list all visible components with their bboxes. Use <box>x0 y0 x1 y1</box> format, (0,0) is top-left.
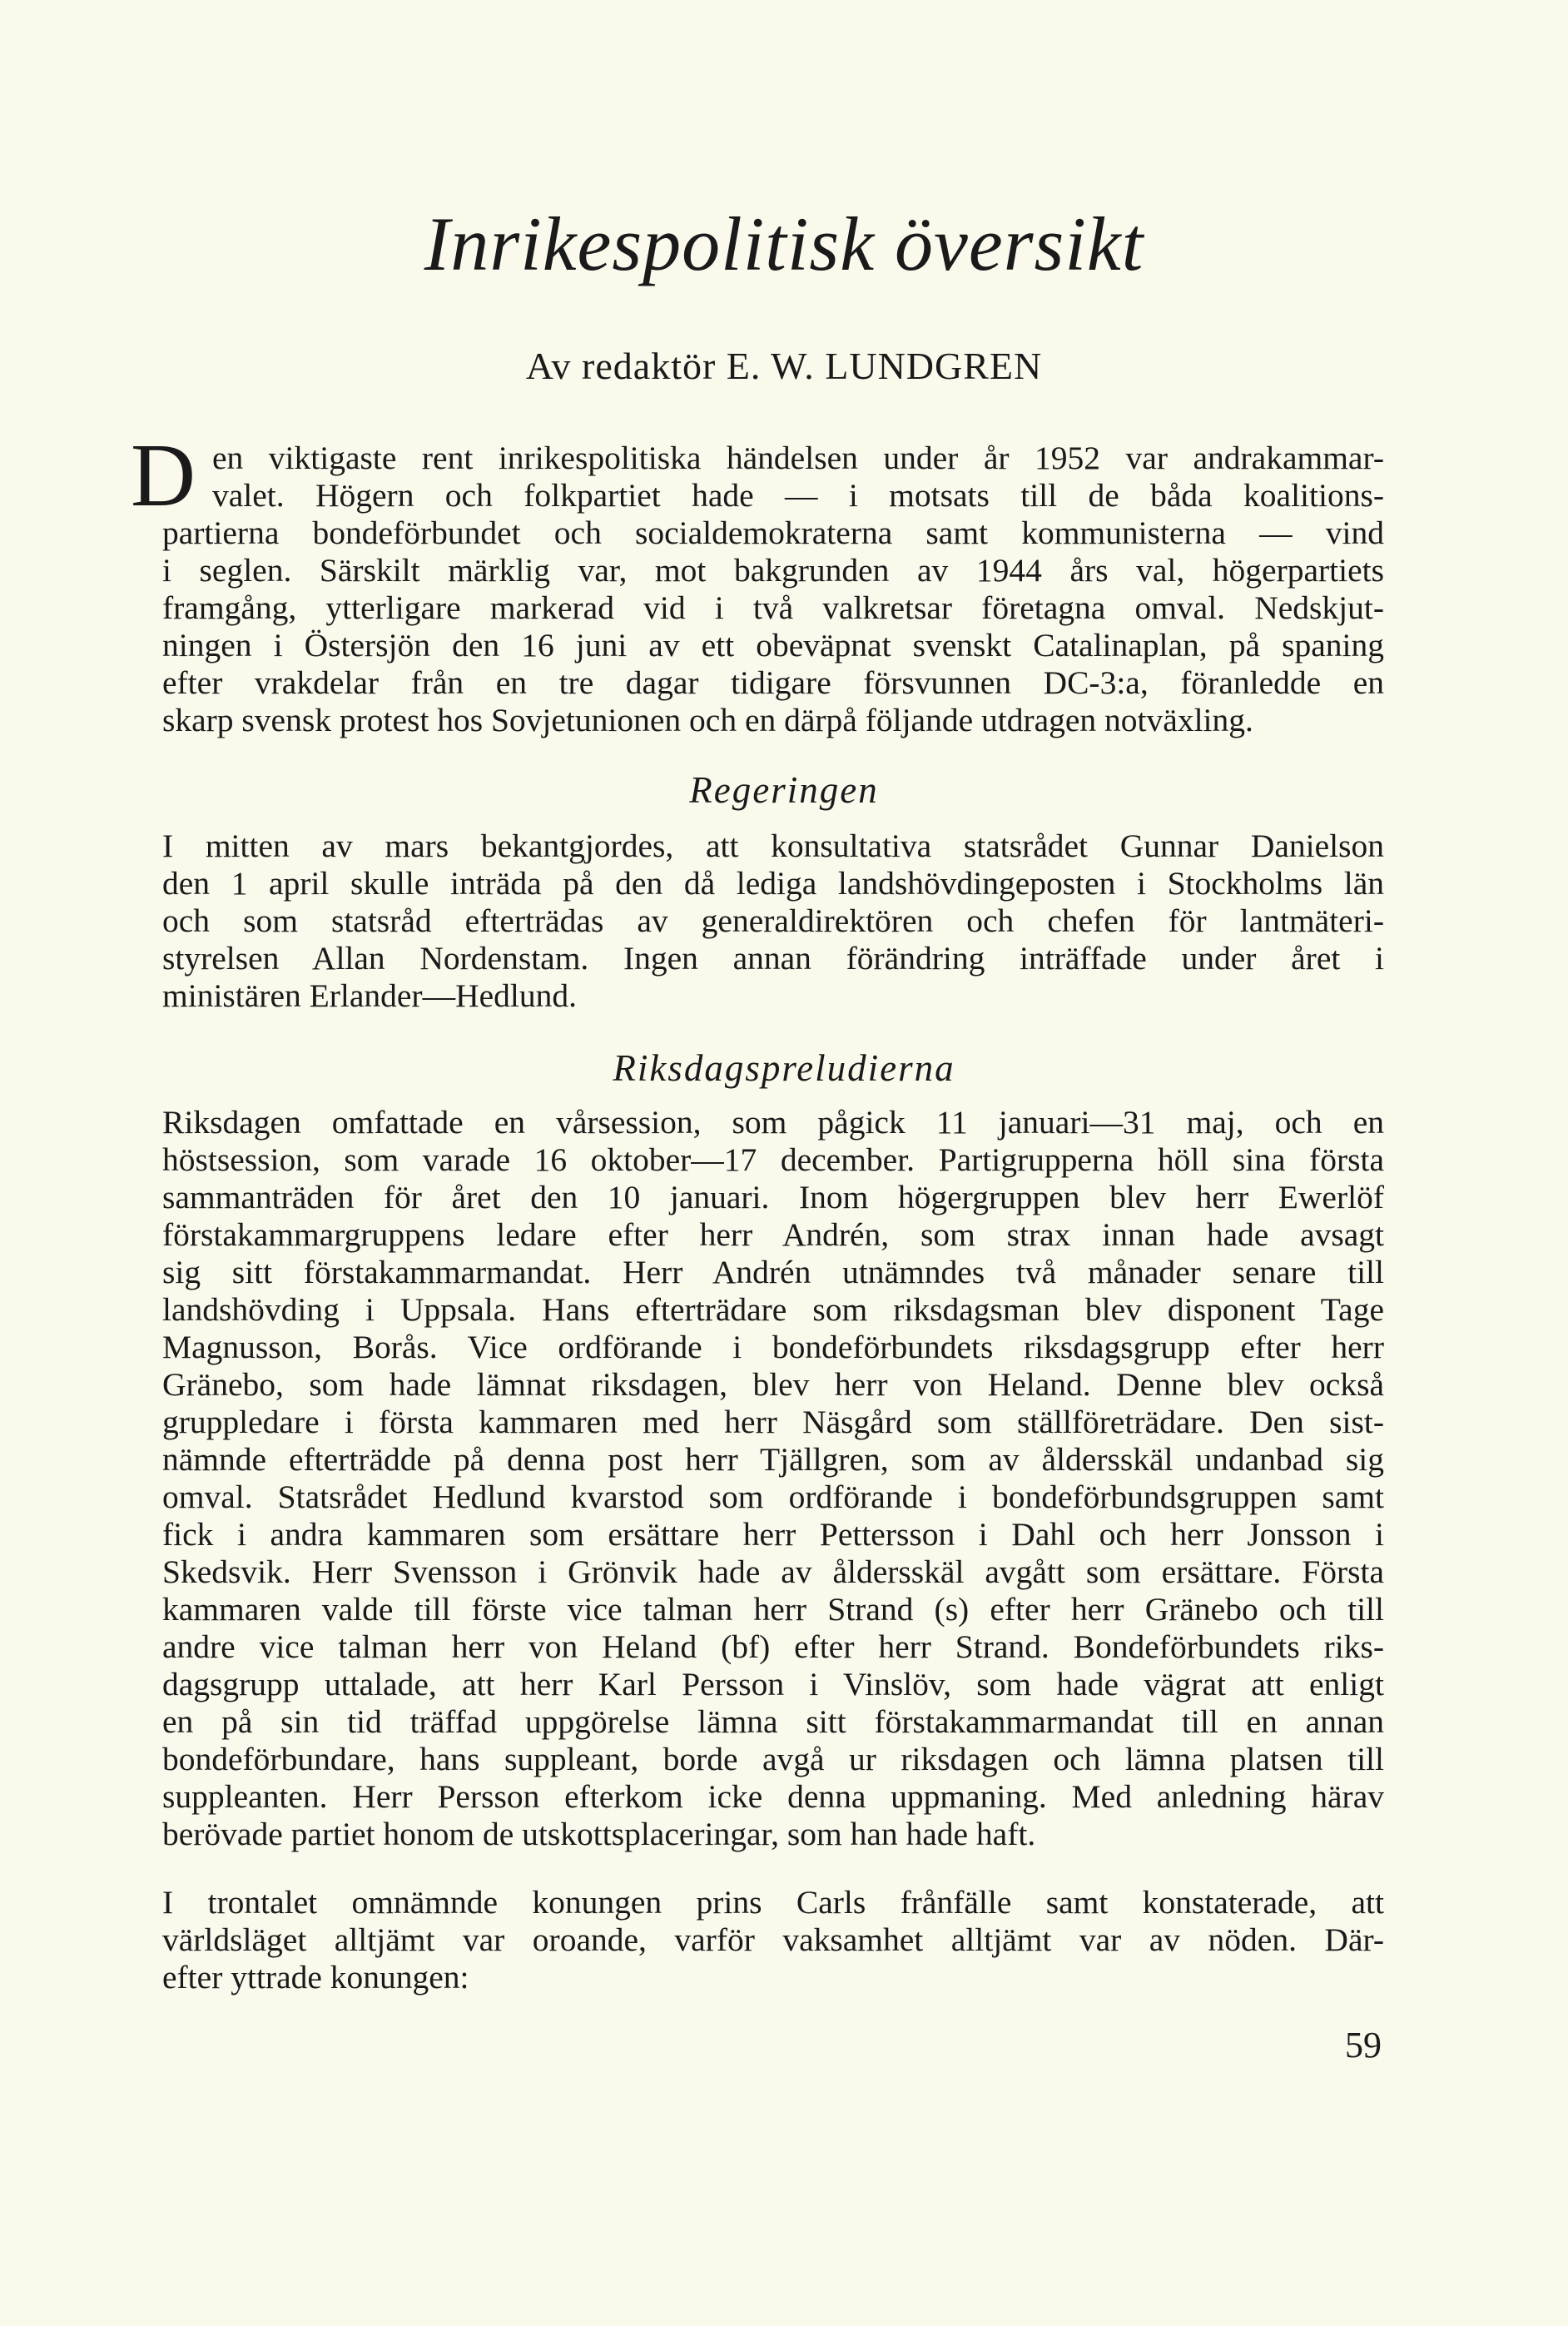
text-line: framgång, ytterligare markerad vid i två valkretsar företagna omval. Nedskjut- <box>162 589 1384 626</box>
article-title: Inrikespolitisk översikt <box>424 201 1144 286</box>
text-line: I mitten av mars bekantgjordes, att konsultativa statsrådet Gunnar Danielson <box>162 828 1384 864</box>
drop-cap: D <box>131 426 196 525</box>
text-line: fick i andra kammaren som ersättare herr Pettersson i Dahl och herr Jonsson i <box>162 1516 1384 1553</box>
text-line: en viktigaste rent inrikespolitiska händelsen under år 1952 var andrakammar- <box>212 440 1384 476</box>
text-line: berövade partiet honom de utskottsplaceringar, som han hade haft. <box>162 1816 1036 1852</box>
riksdag-paragraph <box>162 1104 1384 1853</box>
text-line: sammanträden för året den 10 januari. Inom högergruppen blev herr Ewerlöf <box>162 1179 1384 1215</box>
text-line: valet. Högern och folkpartiet hade — i motsats till de båda koalitions- <box>212 477 1384 514</box>
text-line: ningen i Östersjön den 16 juni av ett obeväpnat svenskt Catalinaplan, på spaning <box>162 627 1384 664</box>
text-line: och som statsråd efterträdas av generaldirektören och chefen för lantmäteri- <box>162 902 1384 939</box>
text-line: Gränebo, som hade lämnat riksdagen, blev herr von Heland. Denne blev också <box>162 1366 1384 1403</box>
text-line: sig sitt förstakammarmandat. Herr Andrén utnämndes två månader senare till <box>162 1254 1384 1290</box>
text-line: dagsgrupp uttalade, att herr Karl Persson i Vinslöv, som hade vägrat att enligt <box>162 1666 1384 1702</box>
text-line: skarp svensk protest hos Sovjetunionen och en därpå följande utdragen notväxling. <box>162 702 1253 738</box>
text-line: förstakammargruppens ledare efter herr Andrén, som strax innan hade avsagt <box>162 1216 1384 1253</box>
text-line: höstsession, som varade 16 oktober—17 december. Partigrupperna höll sina första <box>162 1141 1384 1178</box>
text-line: landshövding i Uppsala. Hans efterträdare som riksdagsman blev disponent Tage <box>162 1291 1384 1328</box>
text-line: världsläget alltjämt var oroande, varför vaksamhet alltjämt var av nöden. Där- <box>162 1921 1384 1958</box>
text-line: Magnusson, Borås. Vice ordförande i bondeförbundets riksdagsgrupp efter herr <box>162 1329 1384 1365</box>
text-line: suppleanten. Herr Persson efterkom icke denna uppmaning. Med anledning härav <box>162 1778 1384 1815</box>
text-line: en på sin tid träffad uppgörelse lämna sitt förstakammarmandat till en annan <box>162 1703 1384 1740</box>
text-line: i seglen. Särskilt märklig var, mot bakgrunden av 1944 års val, högerpartiets <box>162 552 1384 589</box>
text-line: styrelsen Allan Nordenstam. Ingen annan förändring inträffade under året i <box>162 940 1384 977</box>
text-line: efter vrakdelar från en tre dagar tidigare försvunnen DC-3:a, föranledde en <box>162 664 1384 701</box>
text-line: partierna bondeförbundet och socialdemokraterna samt kommunisterna — vind <box>162 514 1384 551</box>
text-line: gruppledare i första kammaren med herr Näsgård som ställföreträdare. Den sist- <box>162 1404 1384 1440</box>
intro-paragraph <box>162 440 1384 739</box>
section-heading-riksdagspreludierna: Riksdagspreludierna <box>613 1047 955 1089</box>
text-line: den 1 april skulle inträda på den då lediga landshövdingeposten i Stockholms län <box>162 865 1384 902</box>
text-line: bondeförbundare, hans suppleant, borde avgå ur riksdagen och lämna platsen till <box>162 1741 1384 1777</box>
text-line: Skedsvik. Herr Svensson i Grönvik hade av åldersskäl avgått som ersättare. Första <box>162 1553 1384 1590</box>
page-number: 59 <box>1345 2025 1382 2065</box>
text-line: I trontalet omnämnde konungen prins Carls frånfälle samt konstaterade, att <box>162 1884 1384 1921</box>
article-byline: Av redaktör E. W. LUNDGREN <box>525 345 1043 387</box>
text-line: kammaren valde till förste vice talman herr Strand (s) efter herr Gränebo och till <box>162 1591 1384 1628</box>
regeringen-paragraph <box>162 828 1384 1015</box>
text-line: Riksdagen omfattade en vårsession, som pågick 11 januari—31 maj, och en <box>162 1104 1384 1141</box>
section-heading-regeringen: Regeringen <box>689 769 879 811</box>
trontal-paragraph <box>162 1884 1384 1996</box>
text-line: nämnde efterträdde på denna post herr Tjällgren, som av åldersskäl undanbad sig <box>162 1441 1384 1478</box>
text-line: efter yttrade konungen: <box>162 1959 469 1995</box>
text-line: ministären Erlander—Hedlund. <box>162 977 577 1014</box>
text-line: andre vice talman herr von Heland (bf) efter herr Strand. Bondeförbundets riks- <box>162 1628 1384 1665</box>
text-line: omval. Statsrådet Hedlund kvarstod som ordförande i bondeförbundsgruppen samt <box>162 1479 1384 1515</box>
